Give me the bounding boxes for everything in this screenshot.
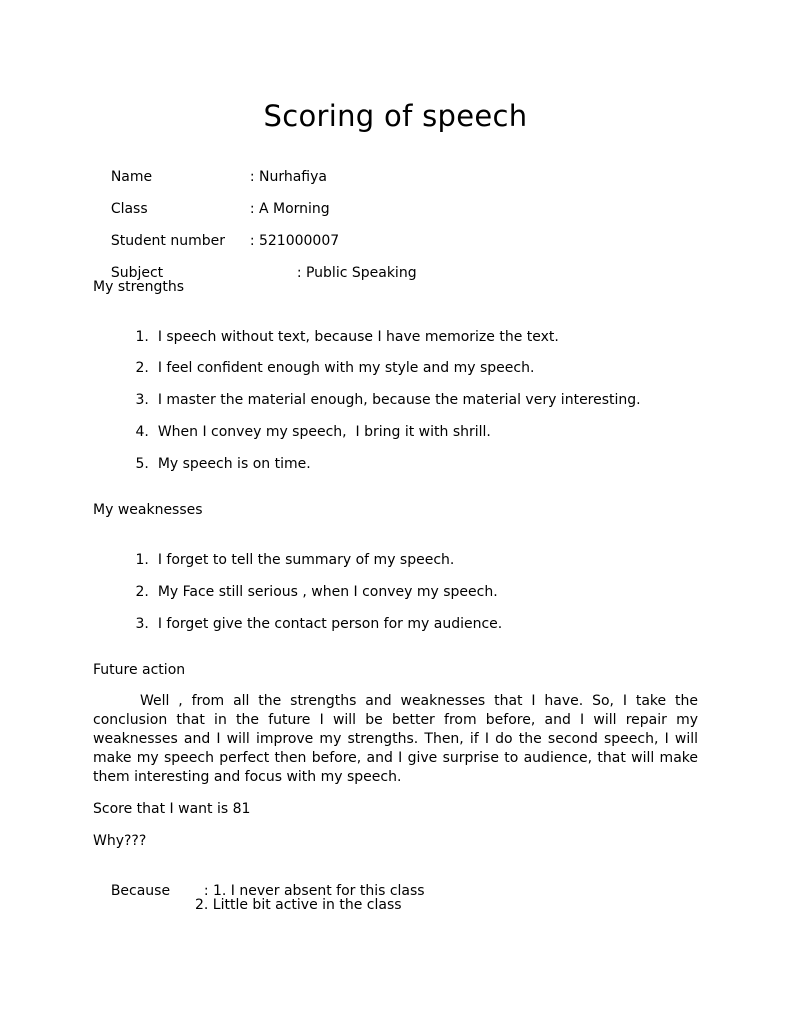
- strength-number: 4.: [135, 424, 149, 440]
- name-label: Name: [110, 169, 153, 185]
- strength-number: 5.: [135, 456, 149, 472]
- class-label: Class: [110, 201, 148, 217]
- strength-item: [116, 437, 311, 491]
- strength-text: When I convey my speech, I bring it with shrill.: [157, 424, 491, 440]
- class-value: : A Morning: [249, 201, 330, 217]
- why-line: Why???: [93, 833, 147, 849]
- strength-text: I speech without text, because I have memorize the text.: [157, 329, 559, 345]
- strength-number: 2.: [135, 360, 149, 376]
- subject-value: : Public Speaking: [296, 265, 417, 281]
- document-title: Scoring of speech: [263, 99, 528, 133]
- weaknesses-heading: My weaknesses: [93, 502, 203, 518]
- student-number-label: Student number: [110, 233, 226, 249]
- future-action-paragraph: Well , from all the strengths and weaknesses that I have. So, I take the conclusion that in the future I will be better from before, and I will repair my weaknesses and I will improve my strengths. Then, if I do the second speech, I will make my speech perfect then before, and I give surprise to audience, that will make them interesting and focus with my speech.: [93, 693, 698, 785]
- strengths-heading: My strengths: [93, 279, 185, 295]
- weakness-number: 2.: [135, 584, 149, 600]
- strength-text: My speech is on time.: [157, 456, 311, 472]
- strength-number: 1.: [135, 329, 149, 345]
- subject-label: Subject: [110, 265, 164, 281]
- because-label: Because: [110, 883, 171, 899]
- name-value: : Nurhafiya: [249, 169, 327, 185]
- strength-text: I master the material enough, because the material very interesting.: [157, 392, 641, 408]
- strength-text: I feel confident enough with my style and my speech.: [157, 360, 535, 376]
- weakness-text: I forget give the contact person for my audience.: [157, 616, 503, 632]
- weakness-text: My Face still serious , when I convey my speech.: [157, 584, 498, 600]
- weakness-number: 3.: [135, 616, 149, 632]
- strength-number: 3.: [135, 392, 149, 408]
- score-line: Score that I want is 81: [93, 801, 251, 817]
- weakness-item: [116, 597, 502, 651]
- weakness-number: 1.: [135, 552, 149, 568]
- reason-1: : 1. I never absent for this class: [203, 883, 425, 899]
- student-number-value: : 521000007: [249, 233, 340, 249]
- future-action-heading: Future action: [93, 662, 186, 678]
- weakness-text: I forget to tell the summary of my speech.: [157, 552, 455, 568]
- reason-2: 2. Little bit active in the class: [195, 897, 402, 913]
